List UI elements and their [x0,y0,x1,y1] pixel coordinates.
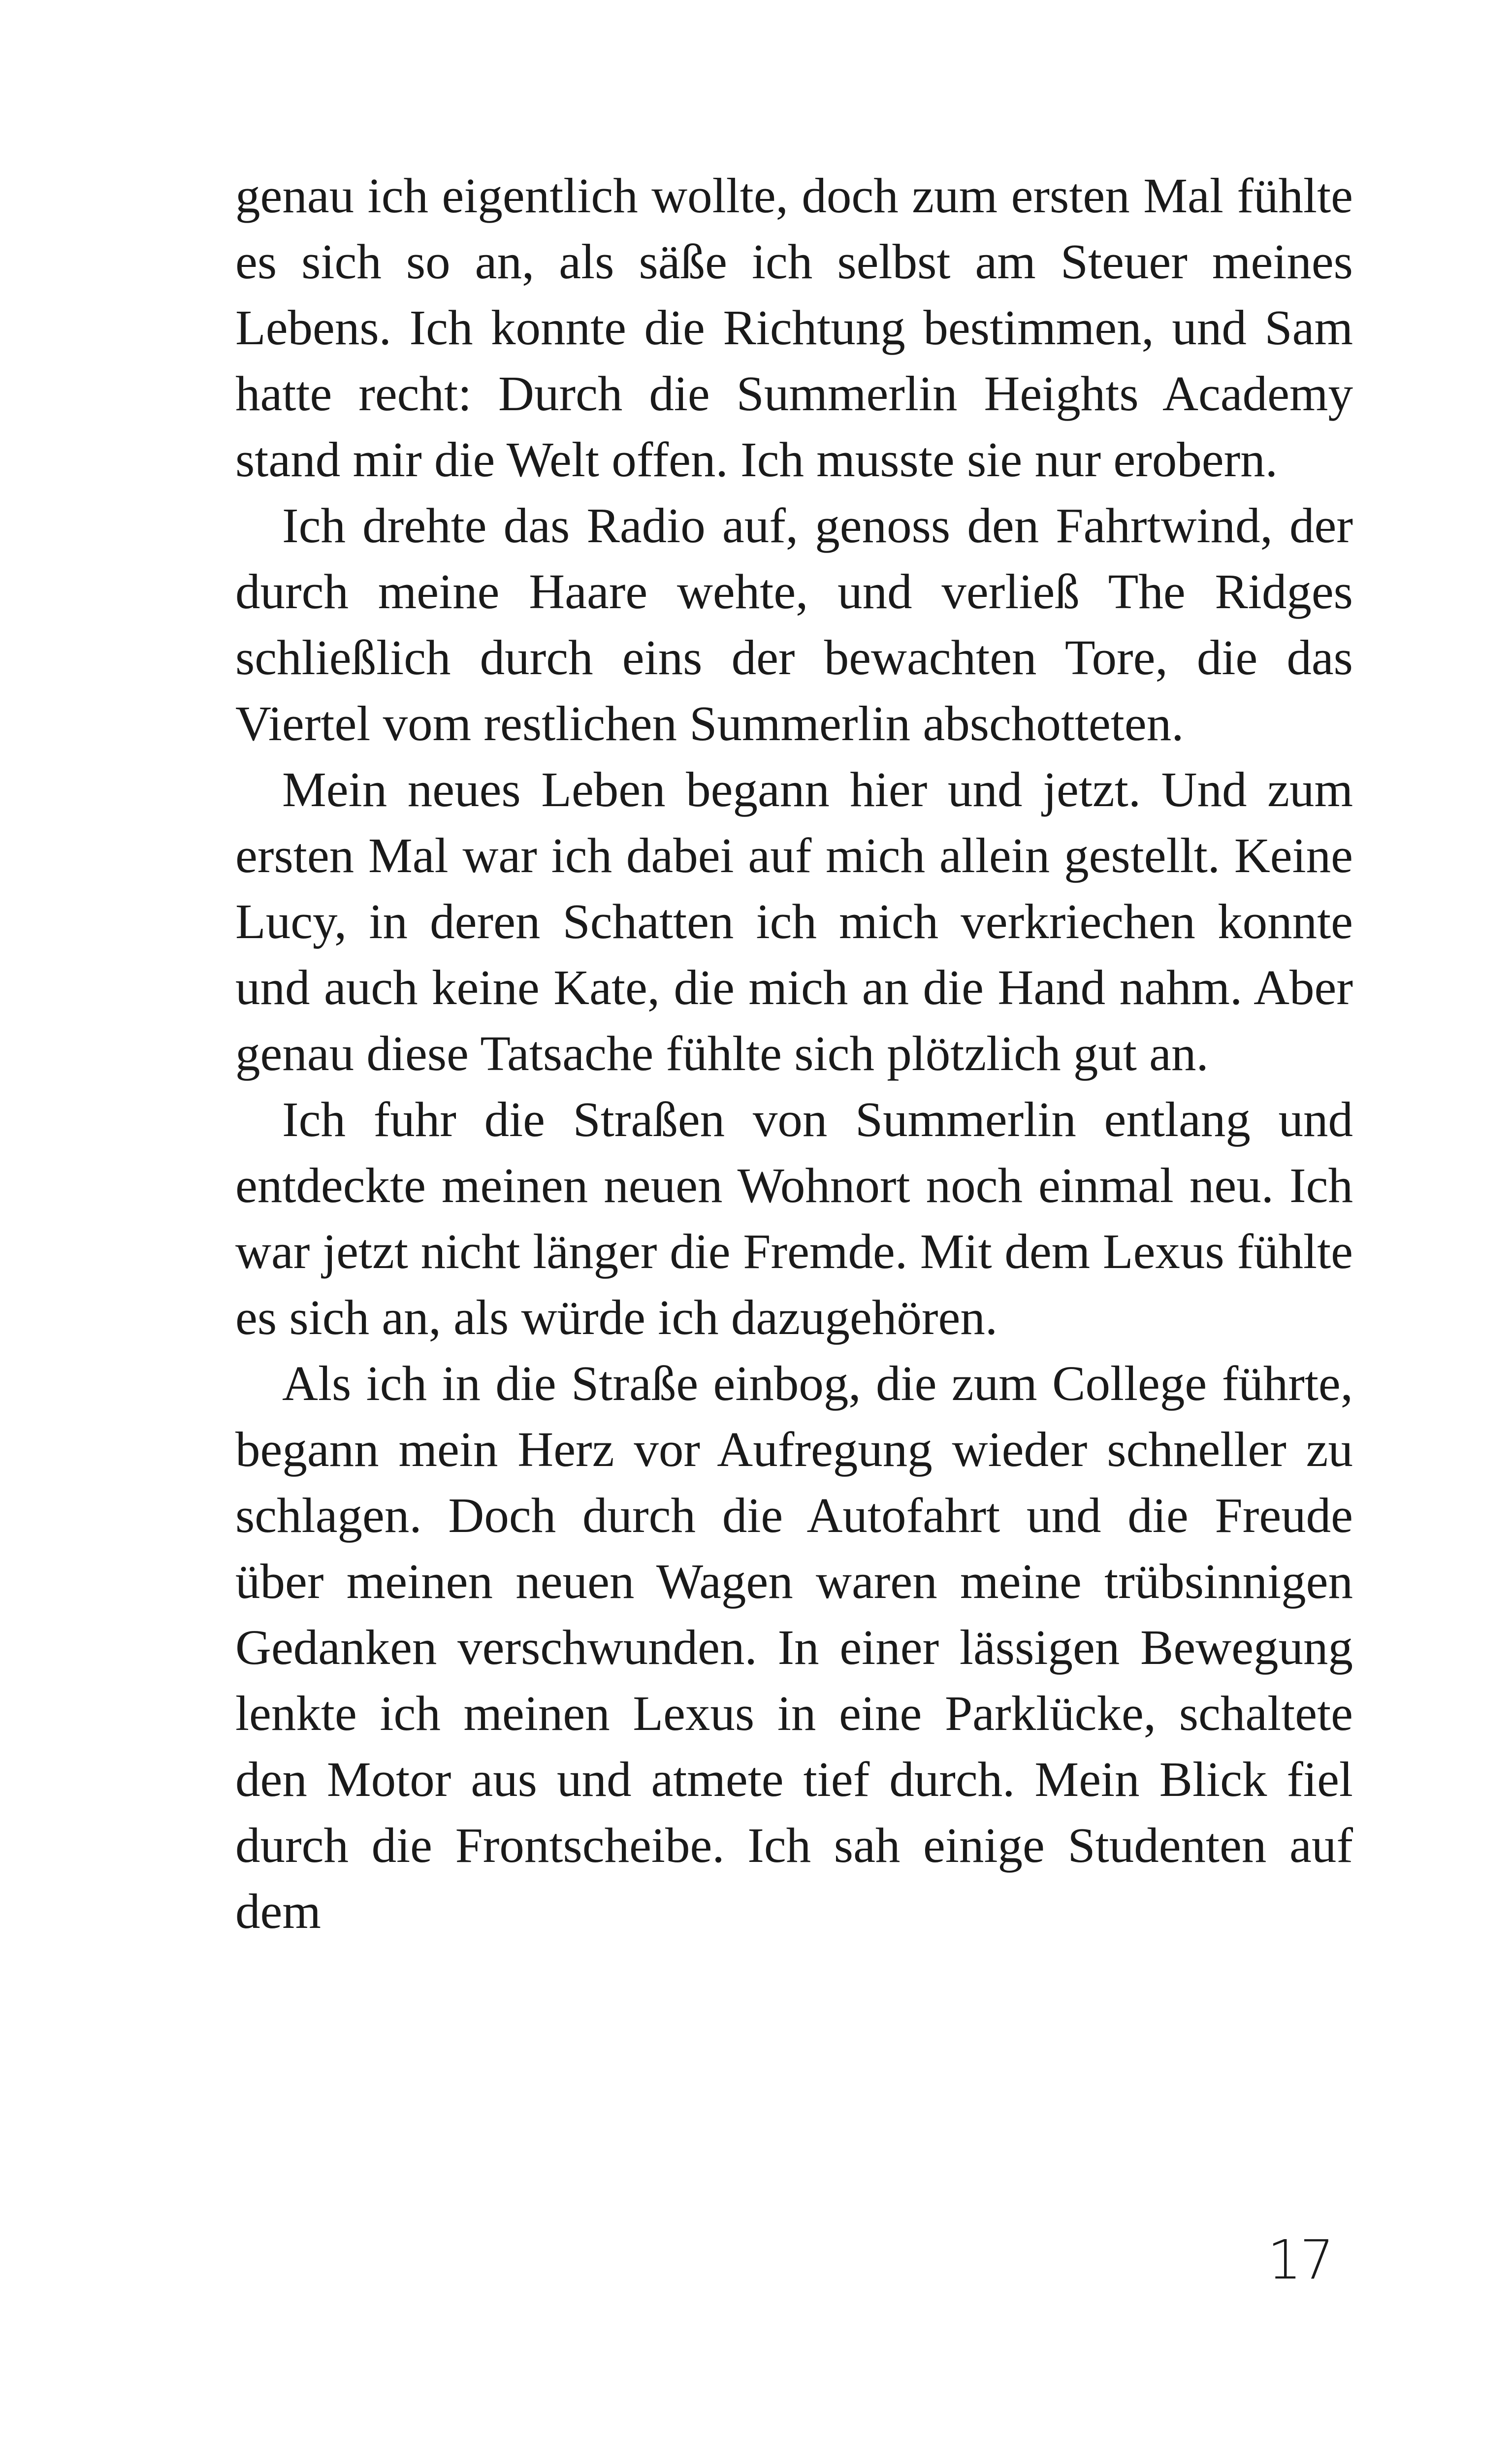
paragraph-3: Mein neues Leben begann hier und jetzt. Und zum ersten Mal war ich dabei auf mich allein gestellt. Keine Lucy, in deren Schatten ich mich verkriechen konnte und auch keine Kate, die mich an die Hand nahm. Aber genau diese Tatsache fühlte sich plötzlich gut an. [235,762,1353,1081]
body-text [235,163,1353,1944]
paragraph-1: genau ich eigentlich wollte, doch zum ersten Mal fühlte es sich so an, als säße ich selbst am Steuer meines Lebens. Ich konnte die Richtung bestimmen, und Sam hatte recht: Durch die Summerlin Heights Academy stand mir die Welt offen. Ich musste sie nur erobern. [235,168,1353,487]
page-number: 17 [1267,2228,1332,2291]
paragraph-4: Ich fuhr die Straßen von Summerlin entlang und entdeckte meinen neuen Wohnort noch einmal neu. Ich war jetzt nicht länger die Fremde. Mit dem Lexus fühlte es sich an, als würde ich dazugehören. [235,1092,1353,1345]
paragraph-2: Ich drehte das Radio auf, genoss den Fahrtwind, der durch meine Haare wehte, und verließ The Ridges schließlich durch eins der bewachten Tore, die das Viertel vom restlichen Summerlin abschotteten. [235,498,1353,751]
paragraph-5: Als ich in die Straße einbog, die zum College führte, begann mein Herz vor Aufregung wieder schneller zu schlagen. Doch durch die Autofahrt und die Freude über meinen neuen Wagen waren meine trübsinnigen Gedanken verschwunden. In einer lässigen Bewegung lenkte ich meinen Lexus in eine Parklücke, schaltete den Motor aus und atmete tief durch. Mein Blick fiel durch die Frontscheibe. Ich sah einige Studenten auf dem [235,1356,1353,1939]
